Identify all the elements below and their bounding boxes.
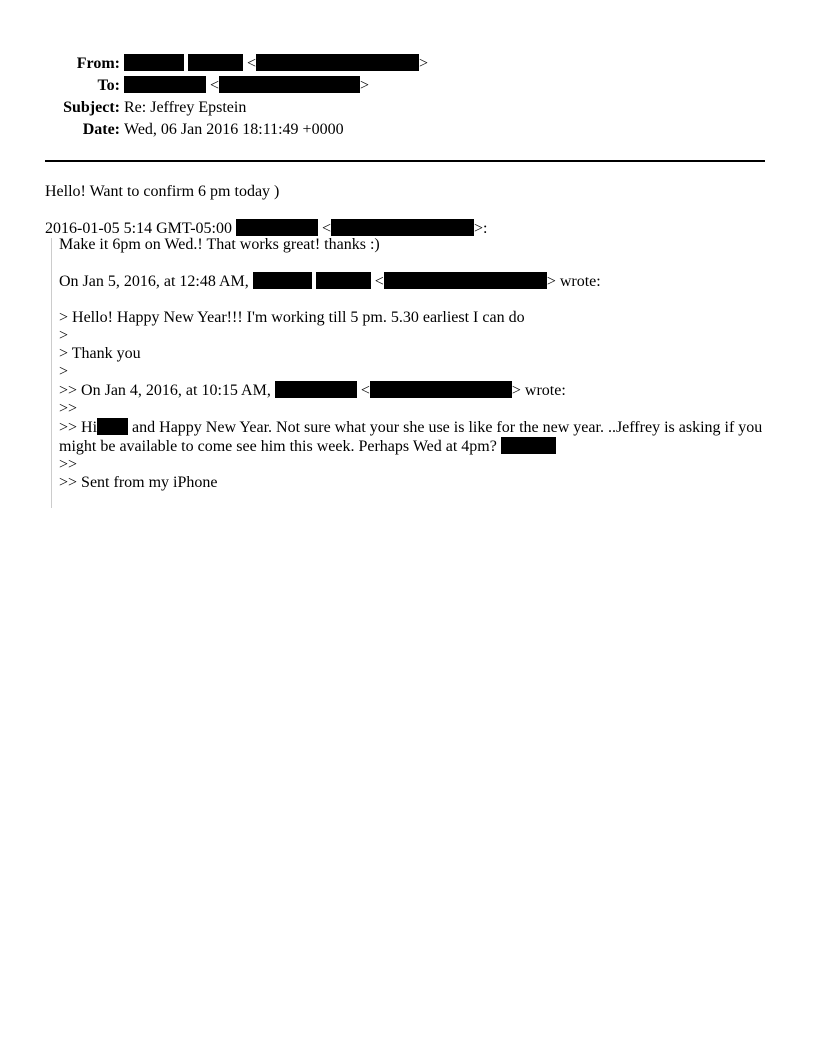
quoted-message bbox=[59, 236, 774, 492]
message-body: Hello! Want to confirm 6 pm today ) bbox=[45, 183, 280, 200]
redaction-block bbox=[384, 272, 547, 289]
quoted-line: > Hello! Happy New Year!!! I'm working till 5 pm. 5.30 earliest I can do bbox=[59, 309, 525, 326]
redaction-block bbox=[124, 54, 184, 71]
redaction-block bbox=[97, 418, 128, 435]
wrote-suffix: > wrote: bbox=[511, 382, 566, 399]
to-label: To: bbox=[97, 77, 120, 94]
angle-open: < bbox=[247, 55, 257, 72]
from-row bbox=[0, 53, 816, 75]
quoted-line: > bbox=[59, 363, 69, 380]
date-value: Wed, 06 Jan 2016 18:11:49 +0000 bbox=[124, 121, 344, 138]
redaction-block bbox=[331, 219, 474, 236]
angle-open: < bbox=[210, 77, 220, 94]
quoted-line: > Thank you bbox=[59, 345, 141, 362]
redaction-block bbox=[188, 54, 243, 71]
quoted-paragraph-text: and Happy New Year. Not sure what your she use is like for the new year. ..Jeffrey is asking if you might be available to come see him this week. Perhaps Wed at 4pm? bbox=[59, 419, 763, 455]
quoted-line: >> bbox=[59, 456, 78, 473]
redaction-block bbox=[275, 381, 357, 398]
redaction-block bbox=[253, 272, 312, 289]
quoted-line: > bbox=[59, 327, 69, 344]
angle-open: < bbox=[360, 382, 370, 399]
angle-close: > bbox=[360, 77, 370, 94]
subject-row bbox=[0, 97, 816, 119]
to-value bbox=[124, 75, 369, 97]
quoted-paragraph bbox=[59, 418, 774, 456]
quoted-line: >> bbox=[59, 400, 78, 417]
angle-open: < bbox=[374, 273, 384, 290]
greeting: >> Hi bbox=[59, 419, 98, 436]
header-divider bbox=[45, 160, 765, 162]
redaction-block bbox=[370, 381, 512, 398]
subject-label: Subject: bbox=[63, 99, 120, 116]
date-row bbox=[0, 119, 816, 141]
to-row bbox=[0, 75, 816, 97]
from-value bbox=[124, 53, 428, 75]
redaction-block bbox=[124, 76, 206, 93]
nested-attribution bbox=[59, 381, 774, 400]
redaction-block bbox=[219, 76, 360, 93]
from-label: From: bbox=[76, 55, 120, 72]
attribution-suffix: >: bbox=[474, 220, 488, 237]
subject-value: Re: Jeffrey Epstein bbox=[124, 99, 247, 116]
redaction-block bbox=[501, 437, 556, 454]
wrote-suffix: > wrote: bbox=[546, 273, 601, 290]
date-label: Date: bbox=[82, 121, 120, 138]
redaction-block bbox=[256, 54, 419, 71]
attribution-date: 2016-01-05 5:14 GMT-05:00 bbox=[45, 220, 232, 237]
redaction-block bbox=[316, 272, 371, 289]
quote-bar bbox=[51, 238, 52, 508]
redaction-block bbox=[236, 219, 318, 236]
quoted-line: >> Sent from my iPhone bbox=[59, 474, 218, 491]
quoted-attribution-prefix: On Jan 5, 2016, at 12:48 AM, bbox=[59, 273, 249, 290]
quoted-attribution bbox=[59, 272, 774, 291]
email-header bbox=[0, 53, 816, 141]
nested-attribution-prefix: >> On Jan 4, 2016, at 10:15 AM, bbox=[59, 382, 271, 399]
quoted-line: Make it 6pm on Wed.! That works great! thanks :) bbox=[59, 236, 380, 253]
angle-open: < bbox=[321, 220, 331, 237]
angle-close: > bbox=[419, 55, 429, 72]
